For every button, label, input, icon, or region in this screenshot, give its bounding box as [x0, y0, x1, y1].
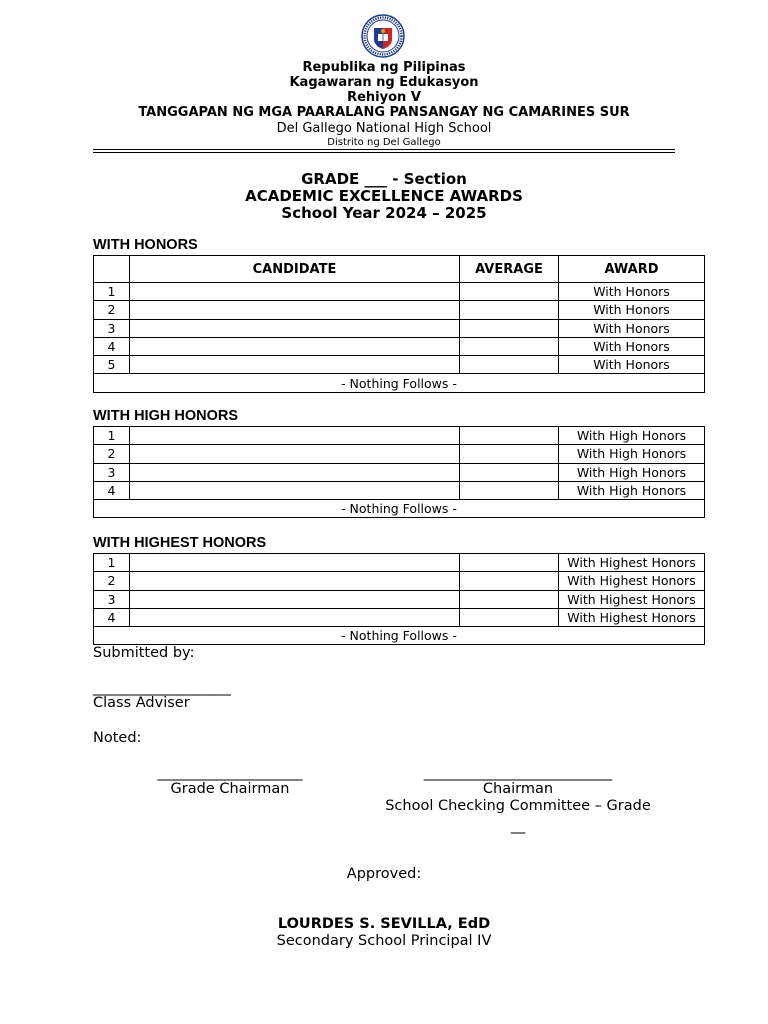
committee-chairman-signature-line: __________________________ [423, 765, 613, 781]
table-with-honors [93, 255, 705, 393]
average-cell[interactable] [460, 337, 559, 355]
award-cell: With Highest Honors [559, 608, 705, 626]
table-row [94, 481, 705, 499]
table-row [94, 319, 705, 337]
header-candidate: CANDIDATE [130, 256, 460, 283]
award-cell: With Honors [559, 319, 705, 337]
grade-chairman-signature-line: ____________________ [157, 765, 303, 781]
header-division: TANGGAPAN NG MGA PAARALANG PANSANGAY NG CAMARINES SUR [138, 105, 630, 120]
average-cell[interactable] [460, 608, 559, 626]
table-row [94, 608, 705, 626]
committee-chairman-title: Chairman [482, 781, 554, 797]
row-number: 1 [94, 283, 130, 301]
average-cell[interactable] [460, 301, 559, 319]
header-school: Del Gallego National High School [276, 121, 492, 136]
header-number [94, 256, 130, 283]
candidate-cell[interactable] [130, 337, 460, 355]
candidate-cell[interactable] [130, 356, 460, 374]
average-cell[interactable] [460, 554, 559, 572]
table-with-highest-honors [93, 553, 705, 645]
section-label-with-high-honors: WITH HIGH HONORS [93, 408, 238, 424]
table-row [94, 427, 705, 445]
row-number: 4 [94, 608, 130, 626]
header-district: Distrito ng Del Gallego [327, 137, 441, 148]
title-grade-section: GRADE ___ - Section [301, 170, 467, 188]
award-cell: With High Honors [559, 427, 705, 445]
average-cell[interactable] [460, 319, 559, 337]
award-cell: With Honors [559, 283, 705, 301]
average-cell[interactable] [460, 572, 559, 590]
award-cell: With Honors [559, 356, 705, 374]
table-footer-row [94, 500, 705, 518]
candidate-cell[interactable] [130, 427, 460, 445]
table-row [94, 445, 705, 463]
table-row [94, 337, 705, 355]
title-school-year: School Year 2024 – 2025 [281, 204, 487, 222]
principal-name: LOURDES S. SEVILLA, EdD [277, 916, 491, 932]
header-divider-2 [93, 152, 675, 153]
average-cell[interactable] [460, 590, 559, 608]
award-cell: With Honors [559, 301, 705, 319]
candidate-cell[interactable] [130, 572, 460, 590]
school-checking-committee-title: School Checking Committee – Grade [385, 798, 651, 814]
row-number: 2 [94, 572, 130, 590]
table-header-row [94, 256, 705, 283]
table-row [94, 301, 705, 319]
table-footer-row [94, 627, 705, 645]
table-row [94, 356, 705, 374]
noted-label: Noted: [93, 730, 142, 746]
row-number: 4 [94, 481, 130, 499]
adviser-signature-line: ___________________ [93, 680, 231, 696]
table-row [94, 572, 705, 590]
candidate-cell[interactable] [130, 463, 460, 481]
row-number: 4 [94, 337, 130, 355]
submitted-by-label: Submitted by: [93, 645, 195, 661]
row-number: 3 [94, 463, 130, 481]
row-number: 1 [94, 554, 130, 572]
header-republic: Republika ng Pilipinas [302, 60, 466, 75]
candidate-cell[interactable] [130, 319, 460, 337]
row-number: 2 [94, 301, 130, 319]
award-cell: With High Honors [559, 463, 705, 481]
nothing-follows: - Nothing Follows - [94, 374, 705, 392]
committee-grade-blank: __ [510, 818, 526, 834]
average-cell[interactable] [460, 427, 559, 445]
award-cell: With Honors [559, 337, 705, 355]
nothing-follows: - Nothing Follows - [94, 500, 705, 518]
award-cell: With High Honors [559, 445, 705, 463]
award-cell: With Highest Honors [559, 590, 705, 608]
average-cell[interactable] [460, 481, 559, 499]
candidate-cell[interactable] [130, 301, 460, 319]
award-cell: With Highest Honors [559, 572, 705, 590]
row-number: 2 [94, 445, 130, 463]
average-cell[interactable] [460, 463, 559, 481]
candidate-cell[interactable] [130, 590, 460, 608]
grade-chairman-title: Grade Chairman [170, 781, 290, 797]
title-awards: ACADEMIC EXCELLENCE AWARDS [245, 187, 523, 205]
header-department: Kagawaran ng Edukasyon [289, 75, 479, 90]
table-row [94, 463, 705, 481]
nothing-follows: - Nothing Follows - [94, 627, 705, 645]
row-number: 5 [94, 356, 130, 374]
row-number: 3 [94, 319, 130, 337]
table-with-high-honors [93, 426, 705, 518]
header-average: AVERAGE [460, 256, 559, 283]
average-cell[interactable] [460, 356, 559, 374]
award-cell: With High Honors [559, 481, 705, 499]
average-cell[interactable] [460, 445, 559, 463]
table-row [94, 554, 705, 572]
principal-title: Secondary School Principal IV [276, 933, 492, 949]
deped-seal-icon [361, 14, 405, 58]
row-number: 3 [94, 590, 130, 608]
candidate-cell[interactable] [130, 481, 460, 499]
section-label-with-highest-honors: WITH HIGHEST HONORS [93, 535, 267, 551]
header-award: AWARD [559, 256, 705, 283]
candidate-cell[interactable] [130, 554, 460, 572]
table-row [94, 590, 705, 608]
header-divider [93, 149, 675, 150]
candidate-cell[interactable] [130, 283, 460, 301]
section-label-with-honors: WITH HONORS [93, 237, 198, 253]
header-region: Rehiyon V [347, 90, 421, 105]
award-cell: With Highest Honors [559, 554, 705, 572]
table-row [94, 283, 705, 301]
approved-label: Approved: [346, 866, 422, 882]
candidate-cell[interactable] [130, 608, 460, 626]
table-footer-row [94, 374, 705, 392]
row-number: 1 [94, 427, 130, 445]
average-cell[interactable] [460, 283, 559, 301]
candidate-cell[interactable] [130, 445, 460, 463]
class-adviser-title: Class Adviser [93, 695, 190, 711]
